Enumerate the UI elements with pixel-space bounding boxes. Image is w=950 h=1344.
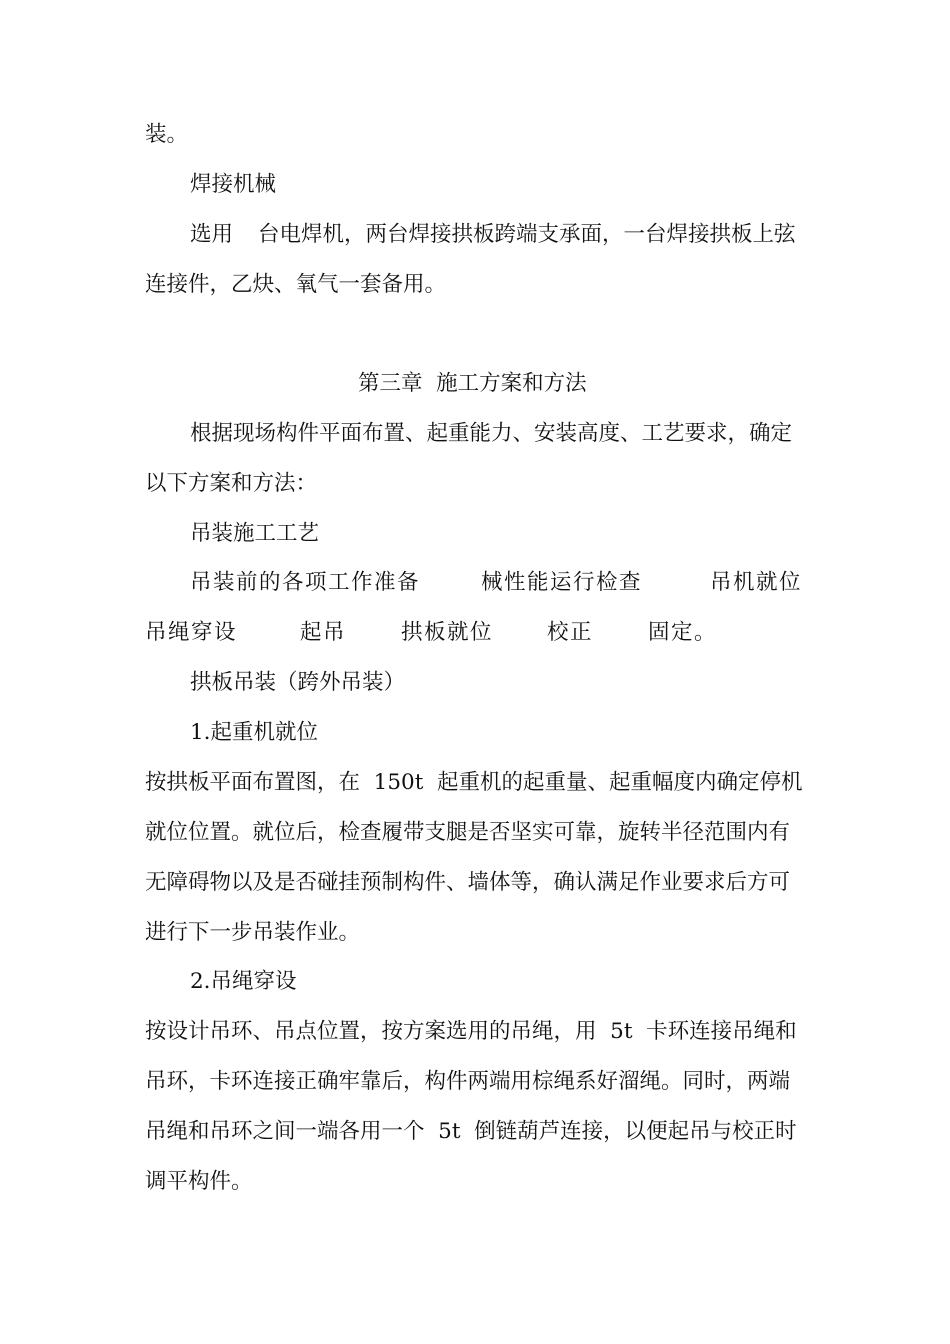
text-line xyxy=(0,1064,950,1100)
text-segment: 选用 xyxy=(190,222,234,247)
subsection-heading xyxy=(0,715,950,751)
text-segment: 拱板吊装（跨外吊装） xyxy=(190,670,406,695)
process-step: 校正 xyxy=(547,620,594,645)
text-segment: 连接件，乙炔、氧气一套备用。 xyxy=(145,272,447,297)
text-segment: 调平构件。 xyxy=(145,1169,253,1194)
text-line xyxy=(0,267,950,303)
text-line xyxy=(0,466,950,502)
text-segment: 吊装施工工艺 xyxy=(190,521,320,546)
text-segment: 台电焊机，两台焊接拱板跨端支承面，一台焊接拱板上弦 xyxy=(258,222,796,247)
text-segment: 以下方案和方法： xyxy=(145,471,318,496)
text-line xyxy=(0,1164,950,1200)
text-line xyxy=(0,416,950,452)
text-segment: 无障碍物以及是否碰挂预制构件、墙体等，确认满足作业要求后方可 xyxy=(145,870,791,895)
text-segment: 吊绳和吊环之间一端各用一个 5t 倒链葫芦连接，以便起吊与校正时 xyxy=(145,1119,797,1144)
text-line xyxy=(0,865,950,901)
text-line xyxy=(0,765,950,801)
text-segment: 焊接机械 xyxy=(190,172,277,197)
process-step: 拱板就位 xyxy=(401,620,494,645)
process-flow-line xyxy=(0,615,950,651)
process-flow-line xyxy=(0,565,950,601)
subsection-heading xyxy=(0,964,950,1000)
section-heading-hoisting-process xyxy=(0,516,950,552)
text-segment: 1.起重机就位 xyxy=(190,720,319,745)
text-segment: 就位位置。就位后，检查履带支腿是否坚实可靠，旋转半径范围内有 xyxy=(145,820,791,845)
process-step: 械性能运行检查 xyxy=(481,570,643,595)
text-line xyxy=(0,915,950,951)
text-segment: 吊环，卡环连接正确牢靠后，构件两端用棕绳系好溜绳。同时，两端 xyxy=(145,1069,791,1094)
text-segment: 进行下一步吊装作业。 xyxy=(145,920,361,945)
text-segment: 装。 xyxy=(145,122,189,147)
process-step: 吊装前的各项工作准备 xyxy=(190,570,421,595)
text-segment: 2.吊绳穿设 xyxy=(190,969,297,994)
chapter-title xyxy=(0,366,950,402)
section-heading-arch-plate-hoisting xyxy=(0,665,950,701)
process-step: 固定。 xyxy=(648,620,718,645)
text-line xyxy=(0,117,950,153)
text-line xyxy=(0,217,950,253)
text-segment: 按设计吊环、吊点位置，按方案选用的吊绳，用 5t 卡环连接吊绳和 xyxy=(145,1019,797,1044)
process-step: 吊机就位 xyxy=(710,570,803,595)
text-segment: 按拱板平面布置图，在 150t 起重机的起重量、起重幅度内确定停机 xyxy=(145,770,803,795)
process-step: 吊绳穿设 xyxy=(145,620,238,645)
text-line xyxy=(0,815,950,851)
process-step: 起吊 xyxy=(300,620,347,645)
text-segment: 第三章 施工方案和方法 xyxy=(358,371,587,396)
text-segment: 根据现场构件平面布置、起重能力、安装高度、工艺要求，确定 xyxy=(190,421,793,446)
text-line xyxy=(0,1014,950,1050)
text-line xyxy=(0,1114,950,1150)
section-heading-welding-machinery xyxy=(0,167,950,203)
